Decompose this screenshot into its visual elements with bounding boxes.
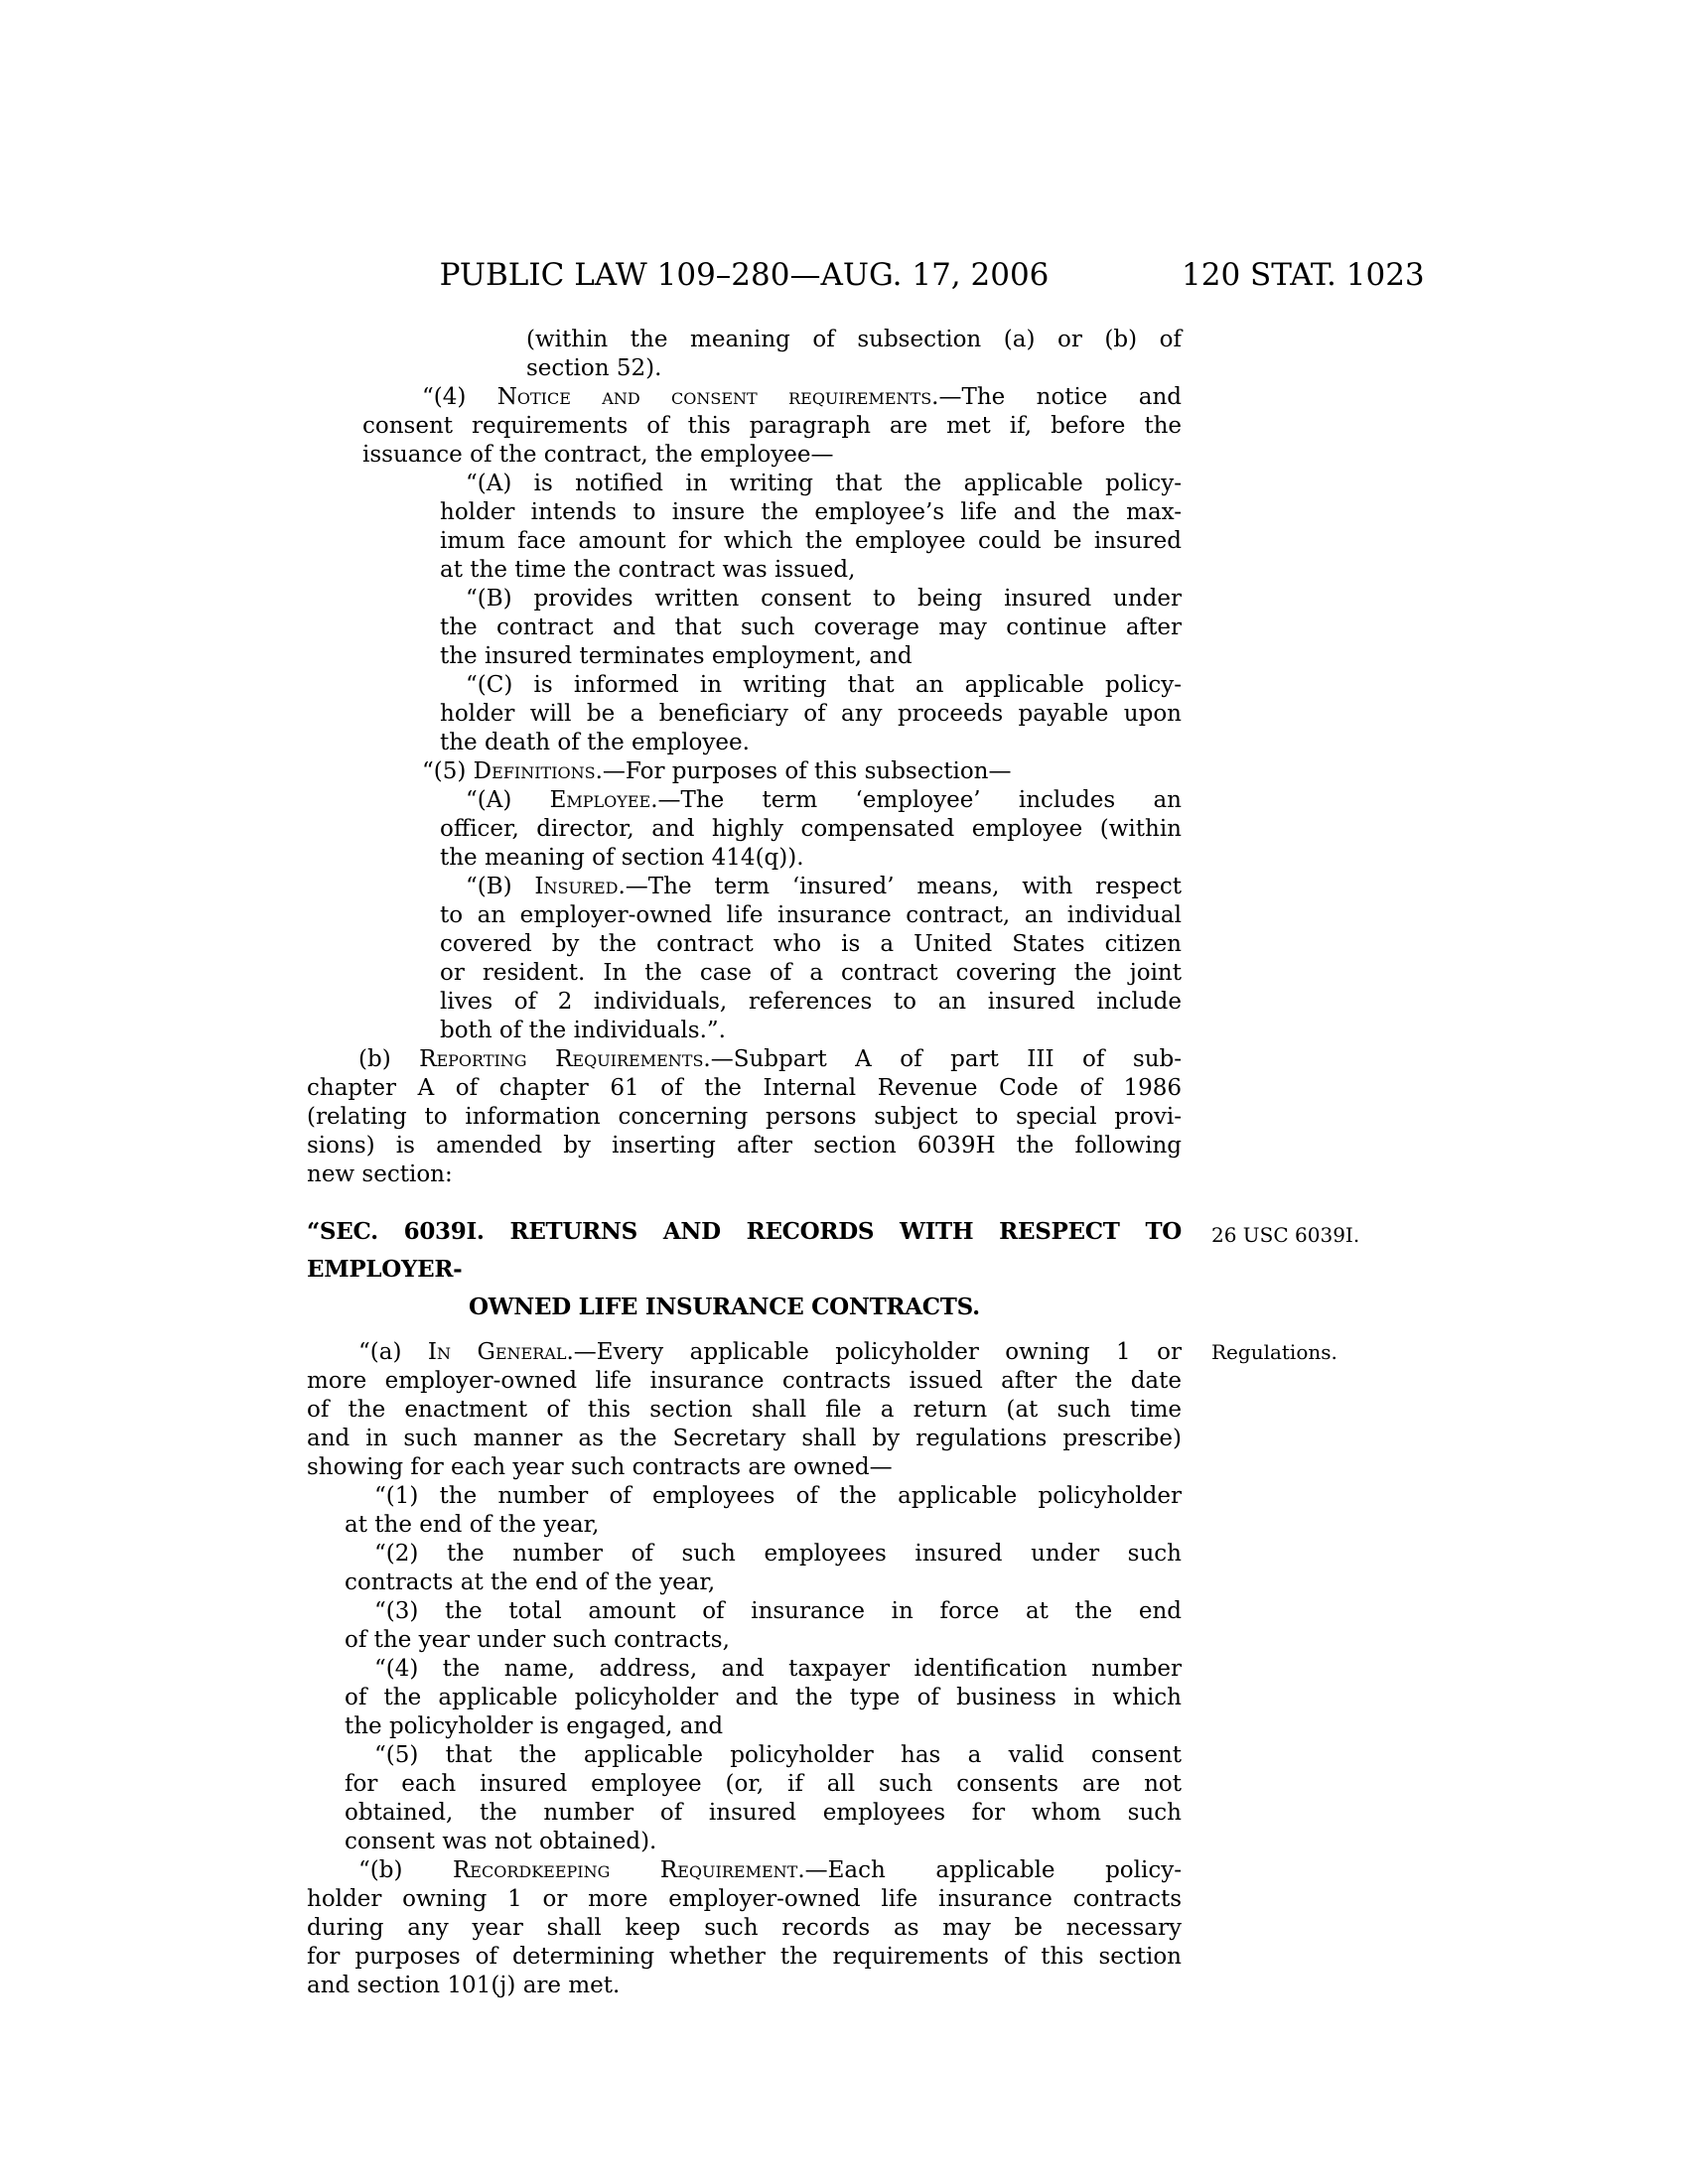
text-segment: of the year under such contracts, (345, 1627, 730, 1653)
text-segment: officer, director, and highly compensated employee (within (440, 816, 1182, 842)
text-segment: sions) is amended by inserting after section 6039H the following (307, 1133, 1182, 1159)
text-line (440, 556, 1182, 585)
text-line (307, 1074, 1182, 1103)
text-line (345, 1482, 1182, 1511)
text-segment: .—Subpart A of part III of sub- (703, 1046, 1183, 1072)
text-line (307, 1396, 1182, 1425)
text-segment: holder intends to insure the employee’s life and the max- (440, 499, 1182, 525)
text-line (362, 383, 1182, 412)
text-line (307, 1972, 1182, 2000)
text-segment: holder owning 1 or more employer-owned life insurance contracts (307, 1886, 1182, 1912)
text-line (345, 1569, 1182, 1597)
subpara-B-written-consent (440, 585, 1182, 671)
text-line (440, 873, 1182, 901)
para-5-definitions (362, 757, 1182, 786)
text-line (440, 815, 1182, 844)
text-segment: covered by the contract who is a United States citizen (440, 931, 1182, 957)
statute-body (307, 326, 1360, 2000)
item-5-valid-consent (345, 1741, 1182, 1856)
text-line (345, 1511, 1182, 1540)
small-caps-text: In General (427, 1339, 567, 1365)
text-line (307, 1453, 1182, 1482)
small-caps-text: Recordkeeping Requirement (452, 1857, 798, 1883)
running-header: PUBLIC LAW 109–280—AUG. 17, 2006 (439, 257, 1050, 293)
text-line (440, 901, 1182, 930)
small-caps-text: Definitions (473, 758, 596, 784)
text-segment: consent was not obtained). (345, 1829, 657, 1854)
subpara-C-informed (440, 671, 1182, 757)
text-line (307, 1213, 1182, 1289)
text-line (362, 412, 1182, 441)
clause-continuation (526, 326, 1182, 383)
text-line (440, 470, 1182, 498)
text-line (440, 614, 1182, 642)
text-line (307, 1045, 1182, 1074)
text-segment: “SEC. 6039I. RETURNS AND RECORDS WITH RESPECT TO EMPLOYER- (307, 1218, 1182, 1283)
text-segment: “(5) that the applicable policyholder has a valid consent (374, 1742, 1182, 1768)
text-segment: .—The term ‘insured’ means, with respect (618, 874, 1182, 899)
text-line (307, 1425, 1182, 1453)
text-segment: issuance of the contract, the employee— (362, 442, 834, 468)
sec-6039I-heading (307, 1213, 1360, 1326)
text-segment: both of the individuals.”. (440, 1018, 726, 1043)
text-segment: the contract and that such coverage may continue after (440, 614, 1182, 640)
text-line (526, 354, 1182, 383)
text-segment: “(a) (358, 1339, 428, 1365)
text-segment: consent requirements of this paragraph are met if, before the (362, 413, 1182, 439)
text-line (345, 1655, 1182, 1684)
text-line (440, 527, 1182, 556)
item-2-employees-insured (345, 1540, 1182, 1597)
text-line (307, 1132, 1182, 1160)
text-segment: the policyholder is engaged, and (345, 1713, 724, 1739)
text-line (345, 1799, 1182, 1828)
item-3-total-insurance (345, 1597, 1182, 1655)
text-segment: new section: (307, 1161, 453, 1187)
text-segment: “(3) the total amount of insurance in force at the end (374, 1598, 1182, 1624)
text-line (440, 700, 1182, 729)
text-line (307, 1914, 1182, 1943)
text-segment: “(C) is informed in writing that an applicable policy- (466, 672, 1182, 698)
text-segment: imum face amount for which the employee could be insured (440, 528, 1182, 554)
text-segment: at the time the contract was issued, (440, 557, 856, 583)
item-1-number-of-employees (345, 1482, 1182, 1540)
text-segment: OWNED LIFE INSURANCE CONTRACTS. (469, 1294, 980, 1320)
text-segment: “(2) the number of such employees insured under such (374, 1541, 1182, 1567)
text-line (345, 1770, 1182, 1799)
text-segment: .—Every applicable policyholder owning 1 or (566, 1339, 1183, 1365)
text-line (440, 498, 1182, 527)
text-line (345, 1712, 1182, 1741)
text-segment: (b) (358, 1046, 420, 1072)
text-line (440, 959, 1182, 988)
text-segment: “(B) (466, 874, 535, 899)
page-number: 120 STAT. 1023 (1182, 257, 1425, 293)
text-segment: more employer-owned life insurance contracts issued after the date (307, 1368, 1182, 1394)
small-caps-text: Insured (534, 874, 619, 899)
text-line (307, 1103, 1182, 1132)
margin-note-usc: 26 USC 6039I. (1211, 1223, 1360, 1247)
small-caps-text: Employee (549, 787, 651, 813)
text-line (345, 1741, 1182, 1770)
text-segment: obtained, the number of insured employees for whom such (345, 1800, 1182, 1826)
page-header (307, 256, 1425, 294)
text-line (307, 1160, 1182, 1189)
text-segment: (within the meaning of subsection (a) or (b) of (526, 327, 1182, 352)
text-line (307, 1289, 1182, 1326)
text-segment: (relating to information concerning persons subject to special provi- (307, 1104, 1182, 1130)
text-segment: “(4) (422, 384, 497, 410)
text-line (526, 326, 1182, 354)
text-line (440, 585, 1182, 614)
text-line (440, 642, 1182, 671)
text-line (440, 729, 1182, 757)
text-segment: “(4) the name, address, and taxpayer identification number (374, 1656, 1182, 1682)
text-segment: chapter A of chapter 61 of the Internal Revenue Code of 1986 (307, 1075, 1182, 1101)
text-segment: during any year shall keep such records as may be necessary (307, 1915, 1182, 1941)
text-segment: the meaning of section 414(q)). (440, 845, 804, 871)
text-line (362, 757, 1182, 786)
text-segment: or resident. In the case of a contract covering the joint (440, 960, 1182, 986)
text-segment: “(B) provides written consent to being insured under (466, 586, 1182, 612)
text-line (307, 1943, 1182, 1972)
text-segment: for each insured employee (or, if all such consents are not (345, 1771, 1182, 1797)
text-line (307, 1367, 1182, 1396)
text-segment: of the enactment of this section shall file a return (at such time (307, 1397, 1182, 1423)
text-line (440, 988, 1182, 1017)
text-line (345, 1626, 1182, 1655)
text-line (345, 1684, 1182, 1712)
text-line (440, 930, 1182, 959)
text-segment: “(A) is notified in writing that the applicable policy- (466, 471, 1182, 496)
text-segment: .—For purposes of this subsection— (595, 758, 1012, 784)
subpara-B-insured (440, 873, 1182, 1045)
text-line (362, 441, 1182, 470)
text-segment: “(b) (358, 1857, 453, 1883)
text-segment: of the applicable policyholder and the type of business in which (345, 1685, 1182, 1710)
para-a-in-general (307, 1338, 1337, 1482)
text-segment: .—The notice and (931, 384, 1183, 410)
text-line (345, 1540, 1182, 1569)
text-line (440, 671, 1182, 700)
text-segment: at the end of the year, (345, 1512, 600, 1538)
text-segment: the death of the employee. (440, 730, 750, 755)
text-segment: holder will be a beneficiary of any proceeds payable upon (440, 701, 1182, 727)
text-line (345, 1828, 1182, 1856)
text-line (307, 1338, 1182, 1367)
text-segment: contracts at the end of the year, (345, 1570, 716, 1595)
margin-note-regulations: Regulations. (1211, 1340, 1337, 1364)
para-b-reporting-requirements (307, 1045, 1182, 1189)
small-caps-text: Reporting Requirements (419, 1046, 704, 1072)
subpara-A-notified (440, 470, 1182, 585)
text-line (440, 786, 1182, 815)
small-caps-text: Notice and consent requirements (496, 384, 932, 410)
text-segment: for purposes of determining whether the requirements of this section (307, 1944, 1182, 1970)
text-segment: lives of 2 individuals, references to an insured include (440, 989, 1182, 1015)
para-4-notice-and-consent (362, 383, 1182, 470)
text-segment: .—The term ‘employee’ includes an (650, 787, 1182, 813)
text-segment: “(1) the number of employees of the applicable policyholder (374, 1483, 1182, 1509)
text-line (307, 1856, 1182, 1885)
text-line (440, 1017, 1182, 1045)
text-segment: and section 101(j) are met. (307, 1973, 621, 1998)
text-segment: “(A) (466, 787, 550, 813)
text-line (307, 1885, 1182, 1914)
item-4-name-address-tin (345, 1655, 1182, 1741)
text-line (345, 1597, 1182, 1626)
text-segment: and in such manner as the Secretary shall by regulations prescribe) (307, 1426, 1182, 1451)
subpara-A-employee (440, 786, 1182, 873)
text-segment: showing for each year such contracts are owned— (307, 1454, 893, 1480)
para-b-recordkeeping (307, 1856, 1182, 2000)
text-segment: the insured terminates employment, and (440, 643, 913, 669)
text-segment: “(5) (422, 758, 474, 784)
text-segment: to an employer-owned life insurance contract, an individual (440, 902, 1182, 928)
text-segment: section 52). (526, 355, 662, 381)
text-segment: .—Each applicable policy- (797, 1857, 1183, 1883)
text-line (440, 844, 1182, 873)
